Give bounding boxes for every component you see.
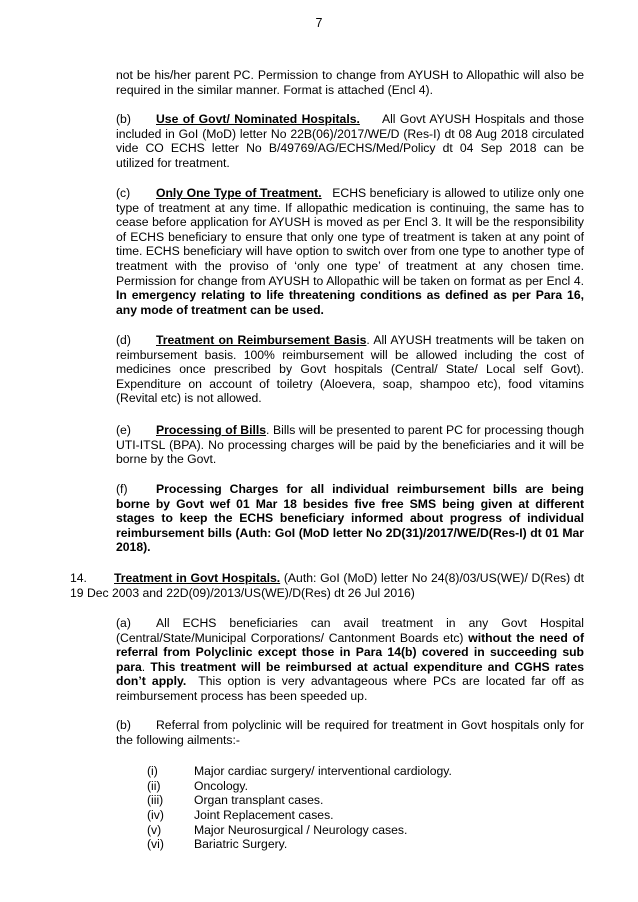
para-c-bold-text: In emergency relating to life threatening conditions as defined as per Para 16, any mode of treatment can be used. xyxy=(116,288,584,317)
para-e-label: (e) xyxy=(116,423,131,437)
para-14b-text: Referral from polyclinic will be required for treatment in Govt hospitals only for the following ailments:- xyxy=(116,718,584,747)
list-item-number: (ii) xyxy=(147,778,161,793)
para-c-label: (c) xyxy=(116,186,131,200)
para-14a xyxy=(116,616,584,704)
para-14a-text2: . xyxy=(141,659,146,674)
para-b-heading: Use of Govt/ Nominated Hospitals. xyxy=(156,112,360,126)
list-item-text: Oncology. xyxy=(194,778,248,793)
para-14a-text3: This option is very advantageous where PCs are located far off as reimbursement process has been speeded up. xyxy=(116,674,584,703)
para-e-text: . Bills will be presented to parent PC for processing though UTI-ITSL (BPA). No processing charges will be paid by the beneficiaries and it will be borne by the Govt. xyxy=(116,423,585,467)
para-d xyxy=(116,333,584,406)
para-14-heading: Treatment in Govt Hospitals. xyxy=(114,571,281,585)
list-item xyxy=(147,764,587,779)
list-item xyxy=(147,808,587,823)
para-14a-bold1: without the need of referral from Polyclinic except those in Para 14(b) covered in succeeding sub para xyxy=(116,630,585,674)
list-item-number: (vi) xyxy=(147,837,164,852)
list-item-text: Organ transplant cases. xyxy=(194,793,324,808)
para-14b-label: (b) xyxy=(116,718,131,732)
list-item-number: (iv) xyxy=(147,808,164,823)
para-14b xyxy=(116,718,584,747)
para-e-heading: Processing of Bills xyxy=(156,423,267,437)
para-d-text: . All AYUSH treatments will be taken on reimbursement basis. 100% reimbursement will be allowed including the cost of medicines once prescribed by Govt hospitals (Central/ State/ Local self Govt). Expenditure on account of toiletry (Aloevera, soap, shampoo etc), food vitamins (Revital etc) is not allowed. xyxy=(116,333,584,406)
list-item xyxy=(147,779,587,794)
para-e xyxy=(116,423,584,467)
list-item-text: Major Neurosurgical / Neurology cases. xyxy=(194,822,408,837)
list-item-text: Joint Replacement cases. xyxy=(194,808,334,823)
para-f-label: (f) xyxy=(116,482,128,496)
para-c xyxy=(116,186,584,317)
para-b-text: All Govt AYUSH Hospitals and those included in GoI (MoD) letter No 22B(06)/2017/WE/D (Res-I) dt 08 Aug 2018 circulated vide CO ECHS letter No B/49769/AG/ECHS/Med/Policy dt 04 Sep 2018 can be utilized for treatment. xyxy=(116,112,584,170)
para-d-label: (d) xyxy=(116,333,131,347)
list-item-number: (v) xyxy=(147,822,162,837)
continuation-paragraph: not be his/her parent PC. Permission to change from AYUSH to Allopathic will also be required in the similar manner. Format is attached (Encl 4). xyxy=(116,68,584,97)
page-number: 7 xyxy=(315,16,323,30)
list-item xyxy=(147,793,587,808)
para-14 xyxy=(70,571,584,600)
para-14a-bold2: This treatment will be reimbursed at actual expenditure and CGHS rates don’t apply. xyxy=(116,659,584,689)
list-item-text: Major cardiac surgery/ interventional cardiology. xyxy=(194,764,452,778)
ailment-list xyxy=(147,764,587,852)
list-item-number: (i) xyxy=(147,764,158,778)
para-f-bold-text: Processing Charges for all individual reimbursement bills are being borne by Govt wef 01 Mar 18 besides five free SMS being given at different stages to keep the ECHS beneficiary informed about progress of individual reimbursement bills (Auth: GoI (MoD letter No 2D(31)/2017/WE/D(Res-I) dt 01 Mar 2018). xyxy=(116,482,584,555)
para-f xyxy=(116,482,584,555)
para-c-text: ECHS beneficiary is allowed to utilize only one type of treatment at any time. If allopathic medication is continuing, the same has to cease before application for AYUSH is moved as per Encl 3. It will be the responsibility of ECHS beneficiary to ensure that only one type of treatment is taken at any point of time. ECHS beneficiary will have option to switch over from one type to another type of treatment with the proviso of ‘only one type’ of treatment at any chosen time. Permission for change from AYUSH to Allopathic will be taken on format as per Encl 4. xyxy=(116,186,584,288)
para-14a-label: (a) xyxy=(116,616,131,630)
para-b xyxy=(116,112,584,170)
list-item-number: (iii) xyxy=(147,793,164,808)
para-14-text: (Auth: GoI (MoD) letter No 24(8)/03/US(WE)/ D(Res) dt 19 Dec 2003 and 22D(09)/2013/US(WE)/D(Res) dt 26 Jul 2016) xyxy=(70,571,584,600)
para-b-label: (b) xyxy=(116,112,131,126)
para-c-heading: Only One Type of Treatment. xyxy=(156,186,322,200)
list-item-text: Bariatric Surgery. xyxy=(194,837,288,852)
list-item xyxy=(147,837,587,852)
list-item xyxy=(147,823,587,838)
para-14-number: 14. xyxy=(70,571,87,585)
para-d-heading: Treatment on Reimbursement Basis xyxy=(156,333,367,347)
para-14a-text1: All ECHS beneficiaries can avail treatment in any Govt Hospital (Central/State/Municipal Corporations/ Cantonment Boards etc) xyxy=(116,616,584,645)
